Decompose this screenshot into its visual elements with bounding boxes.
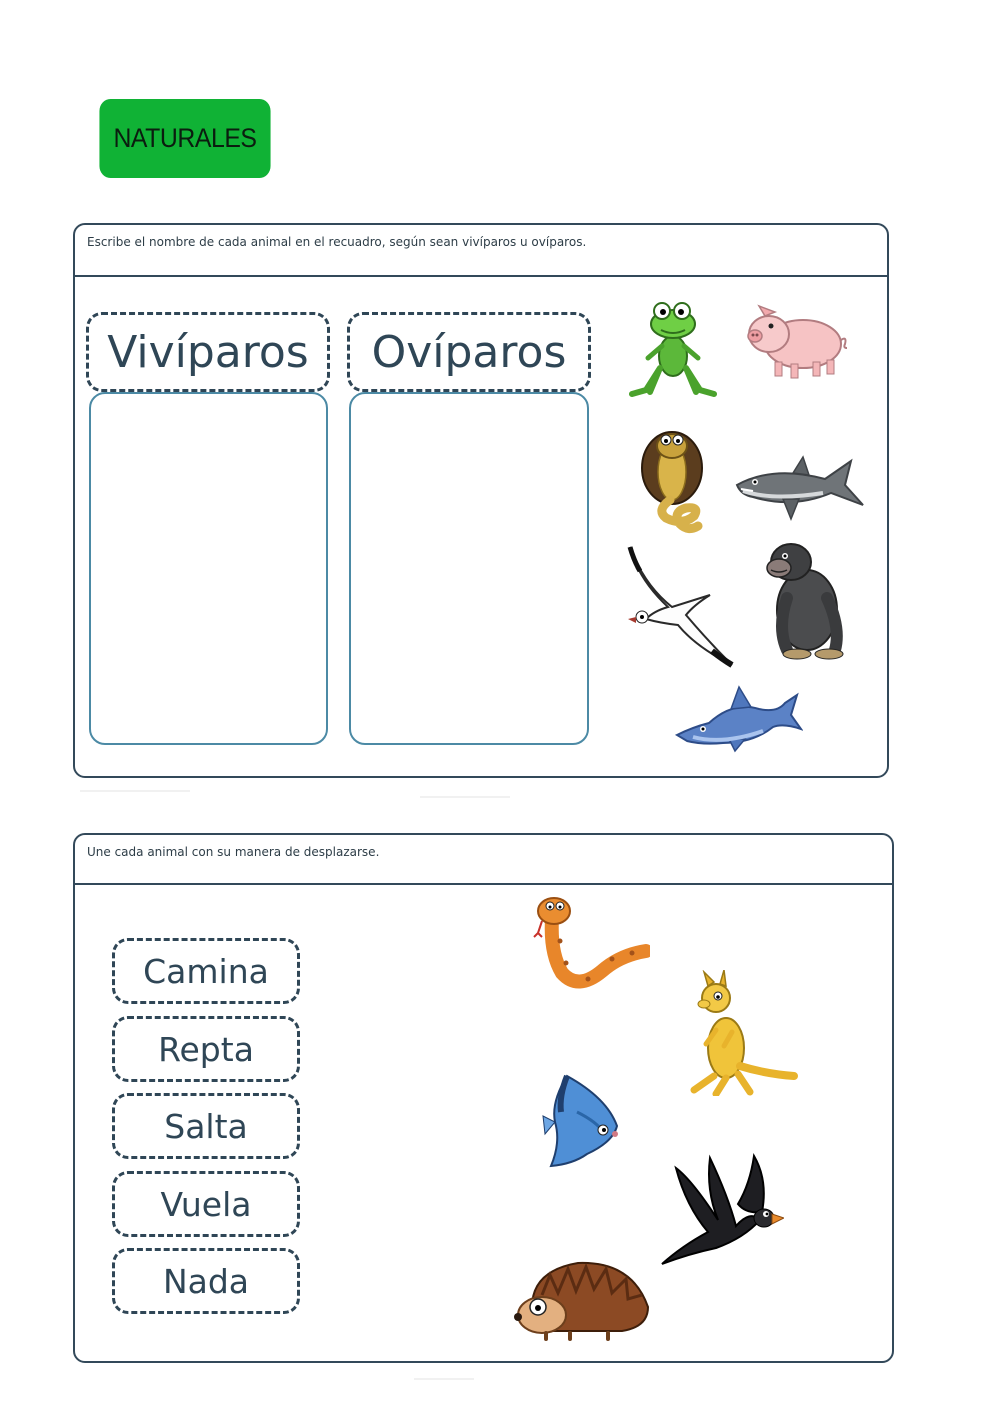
- faded-line: [420, 796, 510, 798]
- fish-icon[interactable]: [537, 1072, 623, 1170]
- movement-label-salta[interactable]: Salta: [112, 1093, 300, 1159]
- movement-label-nada[interactable]: Nada: [112, 1248, 300, 1314]
- kangaroo-icon[interactable]: [686, 970, 798, 1096]
- category-label-viviparos[interactable]: Vivíparos: [86, 312, 330, 392]
- faded-line: [80, 790, 190, 792]
- crow-icon[interactable]: [658, 1150, 784, 1272]
- pig-icon[interactable]: [745, 304, 849, 380]
- seagull-icon[interactable]: [624, 545, 736, 669]
- panel-divider: [75, 275, 887, 277]
- title-badge: NATURALES: [99, 99, 270, 178]
- drop-zone-oviparos[interactable]: [349, 392, 589, 745]
- gorilla-icon[interactable]: [757, 538, 849, 662]
- hedgehog-icon[interactable]: [512, 1255, 654, 1341]
- category-label-oviparos[interactable]: Ovíparos: [347, 312, 591, 392]
- movement-label-repta[interactable]: Repta: [112, 1016, 300, 1082]
- faded-line: [414, 1378, 474, 1380]
- shark-icon[interactable]: [733, 455, 867, 525]
- panel-divider: [75, 883, 892, 885]
- movement-label-camina[interactable]: Camina: [112, 938, 300, 1004]
- movement-label-vuela[interactable]: Vuela: [112, 1171, 300, 1237]
- cobra-icon[interactable]: [636, 428, 708, 534]
- snake-icon[interactable]: [532, 893, 650, 995]
- drop-zone-viviparos[interactable]: [89, 392, 328, 745]
- classification-instruction: Escribe el nombre de cada animal en el recuadro, según sean vivíparos u ovíparos.: [87, 235, 587, 249]
- frog-icon[interactable]: [628, 298, 718, 400]
- movement-instruction: Une cada animal con su manera de desplazarse.: [87, 845, 380, 859]
- dolphin-icon[interactable]: [673, 683, 803, 753]
